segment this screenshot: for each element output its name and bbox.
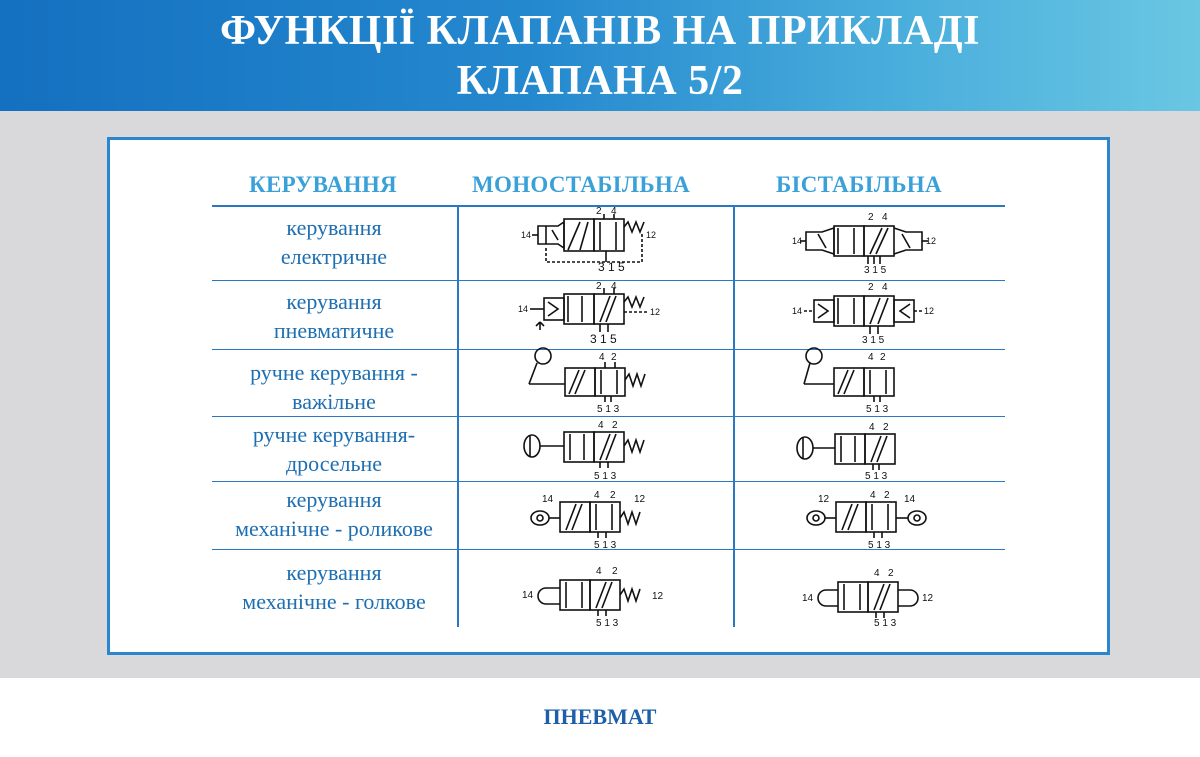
svg-text:4: 4 [868,352,874,363]
svg-text:2: 2 [612,566,618,577]
svg-text:2: 2 [596,281,602,292]
svg-text:2: 2 [883,422,889,433]
row-label-plunger: керування механічне - голкове [242,560,426,614]
svg-text:14: 14 [522,590,534,601]
svg-text:3 1 5: 3 1 5 [598,260,625,274]
row-label-pneumatic: керування пневматичне [273,289,395,343]
table-divider [733,205,735,627]
svg-text:14: 14 [904,494,916,505]
lever-detent-valve-symbol [800,346,920,414]
row-label-electric: керування електричне [280,215,388,269]
svg-text:4: 4 [594,490,600,501]
svg-text:2: 2 [868,212,874,223]
svg-text:14: 14 [792,236,803,246]
svg-text:12: 12 [646,230,657,240]
svg-text:2: 2 [610,490,616,501]
title-banner [0,0,1200,111]
header-control: КЕРУВАННЯ [249,172,397,197]
svg-text:5 1 3: 5 1 3 [594,471,617,482]
svg-text:5 1 3: 5 1 3 [597,404,620,415]
svg-text:5 1 3: 5 1 3 [868,540,891,551]
double-roller-valve-symbol [804,484,934,550]
header-monostable: МОНОСТАБІЛЬНА [472,172,690,197]
row-label-roller: керування механічне - роликове [235,487,433,541]
svg-text:5 1 3: 5 1 3 [874,618,897,629]
svg-text:2: 2 [884,490,890,501]
title-line-1: ФУНКЦІЇ КЛАПАНІВ НА ПРИКЛАДІ [219,8,981,54]
electric-solenoid-spring-return-valve-symbol [518,204,658,276]
svg-text:4: 4 [882,282,888,293]
footer-brand: ПНЕВМАТ [543,704,657,729]
svg-text:14: 14 [802,593,814,604]
svg-text:4: 4 [611,281,617,292]
svg-text:4: 4 [869,422,875,433]
svg-text:3 1 5: 3 1 5 [864,265,887,276]
svg-text:14: 14 [521,230,532,240]
svg-text:14: 14 [792,306,803,316]
double-plunger-valve-symbol [802,560,942,628]
svg-text:2: 2 [611,352,617,363]
svg-text:4: 4 [599,352,605,363]
svg-text:5 1 3: 5 1 3 [596,618,619,629]
svg-text:12: 12 [926,236,937,246]
svg-text:12: 12 [818,494,830,505]
svg-text:2: 2 [868,282,874,293]
electric-double-solenoid-valve-symbol [792,206,942,276]
svg-text:5 1 3: 5 1 3 [866,404,889,415]
roller-spring-return-valve-symbol [528,484,663,550]
svg-text:14: 14 [542,494,554,505]
svg-text:12: 12 [634,494,646,505]
plunger-spring-return-valve-symbol [520,560,670,628]
svg-text:4: 4 [870,490,876,501]
svg-text:12: 12 [652,591,664,602]
row-label-pushbutton: ручне керування- дросельне [252,422,416,476]
svg-text:2: 2 [888,568,894,579]
svg-text:2: 2 [880,352,886,363]
svg-text:2: 2 [596,206,602,217]
svg-text:4: 4 [598,420,604,431]
svg-text:4: 4 [882,212,888,223]
title-line-2: КЛАПАНА 5/2 [456,58,744,104]
table-divider [457,205,459,627]
svg-text:12: 12 [924,306,935,316]
svg-text:4: 4 [611,206,617,217]
svg-text:12: 12 [650,307,661,317]
svg-text:12: 12 [922,593,934,604]
svg-text:5 1 3: 5 1 3 [594,540,617,551]
pushbutton-spring-return-valve-symbol [520,416,660,482]
lever-spring-return-valve-symbol [525,346,655,414]
pneumatic-double-pilot-valve-symbol [792,280,942,346]
pneumatic-pilot-spring-return-valve-symbol [518,280,663,346]
svg-text:3 1 5: 3 1 5 [590,332,617,346]
svg-text:5 1 3: 5 1 3 [865,471,888,482]
pushbutton-valve-symbol [793,416,913,482]
svg-text:14: 14 [518,304,529,314]
svg-text:3 1 5: 3 1 5 [862,335,885,346]
svg-text:4: 4 [596,566,602,577]
svg-text:2: 2 [612,420,618,431]
header-bistable: БІСТАБІЛЬНА [776,172,942,197]
svg-text:4: 4 [874,568,880,579]
row-label-lever: ручне керування - важільне [250,360,418,414]
